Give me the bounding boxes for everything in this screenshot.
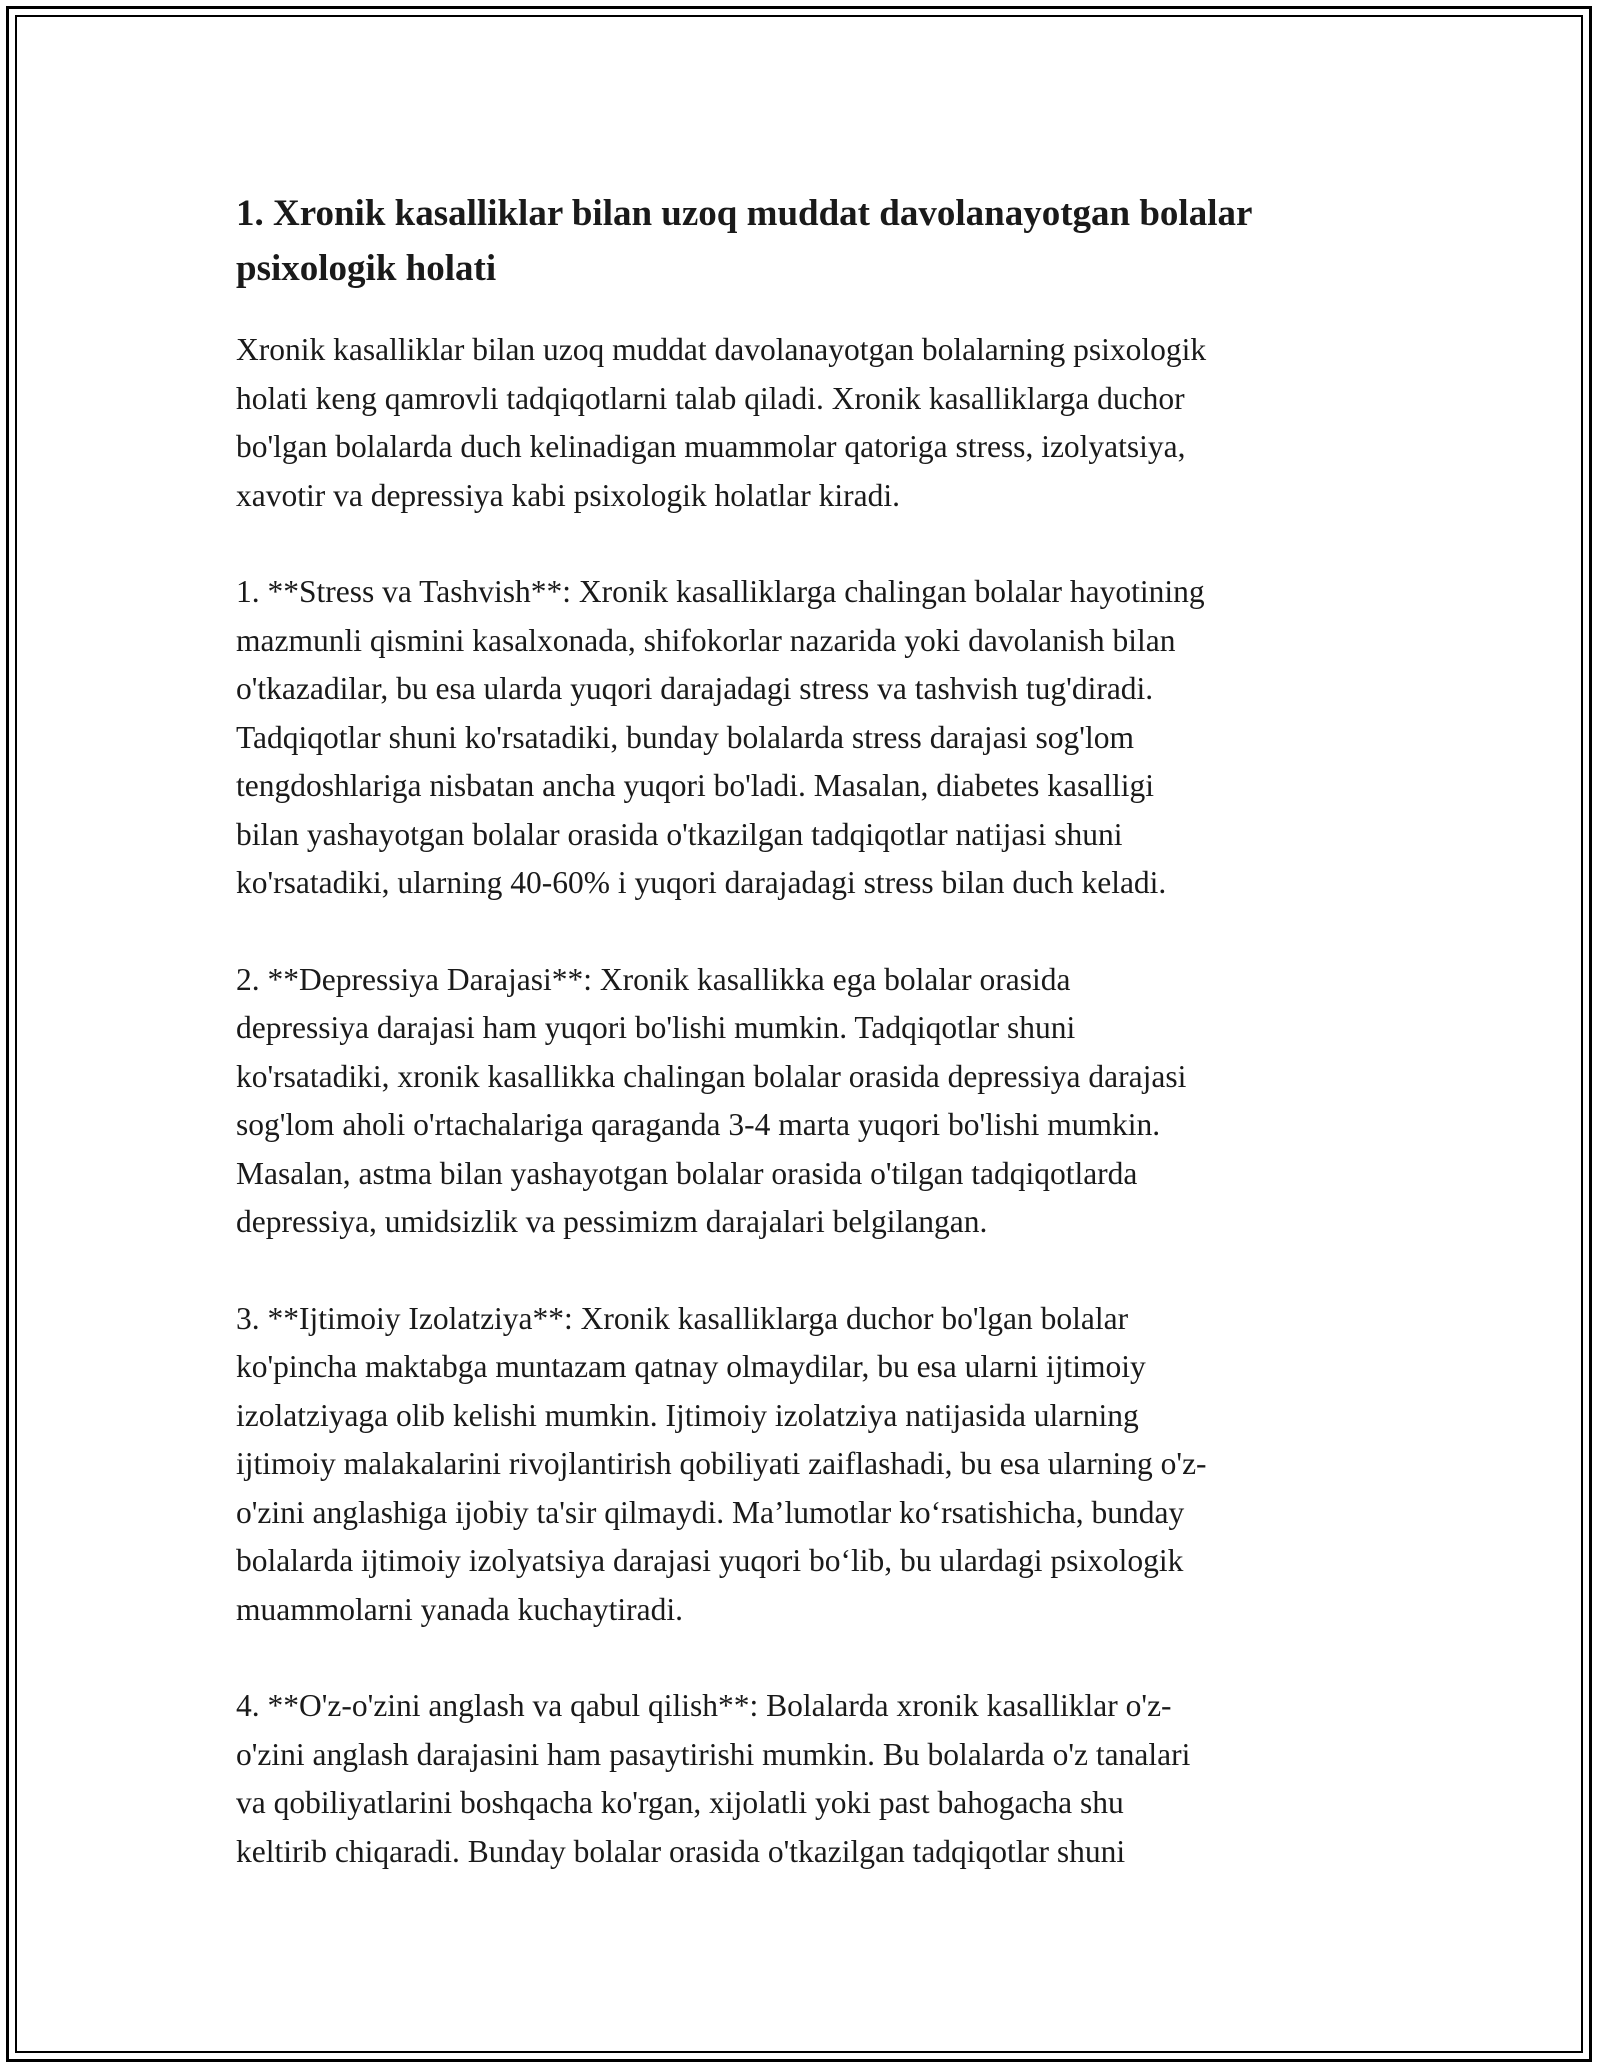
- document-page: [236, 186, 1376, 1876]
- paragraph-depression: 2. **Depressiya Darajasi**: Xronik kasallikka ega bolalar orasida depressiya darajasi ham yuqori bo'lishi mumkin. Tadqiqotlar shuni ko'rsatadiki, xronik kasallikka chalingan bolalar orasida depressiya darajasi sog'lom aholi o'rtachalariga qaraganda 3-4 marta yuqori bo'lishi mumkin. Masalan, astma bilan yashayotgan bolalar orasida o'tilgan tadqiqotlarda depressiya, umidsizlik va pessimizm darajalari belgilangan.: [236, 961, 1187, 1239]
- paragraph-isolation: 3. **Ijtimoiy Izolatziya**: Xronik kasalliklarga duchor bo'lgan bolalar ko'pincha maktabga muntazam qatnay olmaydilar, bu esa ularni ijtimoiy izolatziyaga olib kelishi mumkin. Ijtimoiy izolatziya natijasida ularning ijtimoiy malakalarini rivojlantirish qobiliyati zaiflashadi, bu esa ularning o'z- o'zini anglashiga ijobiy ta'sir qilmaydi. Ma’lumotlar ko‘rsatishicha, bunday bolalarda ijtimoiy izolyatsiya darajasi yuqori bo‘lib, bu ulardagi psixologik muammolarni yanada kuchaytiradi.: [236, 1300, 1207, 1627]
- paragraph-intro: Xronik kasalliklar bilan uzoq muddat davolanayotgan bolalarning psixologik holati keng qamrovli tadqiqotlarni talab qiladi. Xronik kasalliklarga duchor bo'lgan bolalarda duch kelinadigan muammolar qatoriga stress, izolyatsiya, xavotir va depressiya kabi psixologik holatlar kiradi.: [236, 332, 1207, 513]
- paragraph-stress: 1. **Stress va Tashvish**: Xronik kasalliklarga chalingan bolalar hayotining mazmunli qismini kasalxonada, shifokorlar nazarida yoki davolanish bilan o'tkazadilar, bu esa ularda yuqori darajadagi stress va tashvish tug'diradi. Tadqiqotlar shuni ko'rsatadiki, bunday bolalarda stress darajasi sog'lom tengdoshlariga nisbatan ancha yuqori bo'ladi. Masalan, diabetes kasalligi bilan yashayotgan bolalar orasida o'tkazilgan tadqiqotlar natijasi shuni ko'rsatadiki, ularning 40-60% i yuqori darajadagi stress bilan duch keladi.: [236, 574, 1205, 900]
- paragraph-self-awareness: 4. **O'z-o'zini anglash va qabul qilish**: Bolalarda xronik kasalliklar o'z- o'zini anglash darajasini ham pasaytirishi mumkin. Bu bolalarda o'z tanalari va qobiliyatlarini boshqacha ko'rgan, xijolatli yoki past bahogacha shu keltirib chiqaradi. Bunday bolalar orasida o'tkazilgan tadqiqotlar shuni: [236, 1688, 1191, 1869]
- document-title: 1. Xronik kasalliklar bilan uzoq muddat davolanayotgan bolalar psixologik holati: [236, 193, 1252, 289]
